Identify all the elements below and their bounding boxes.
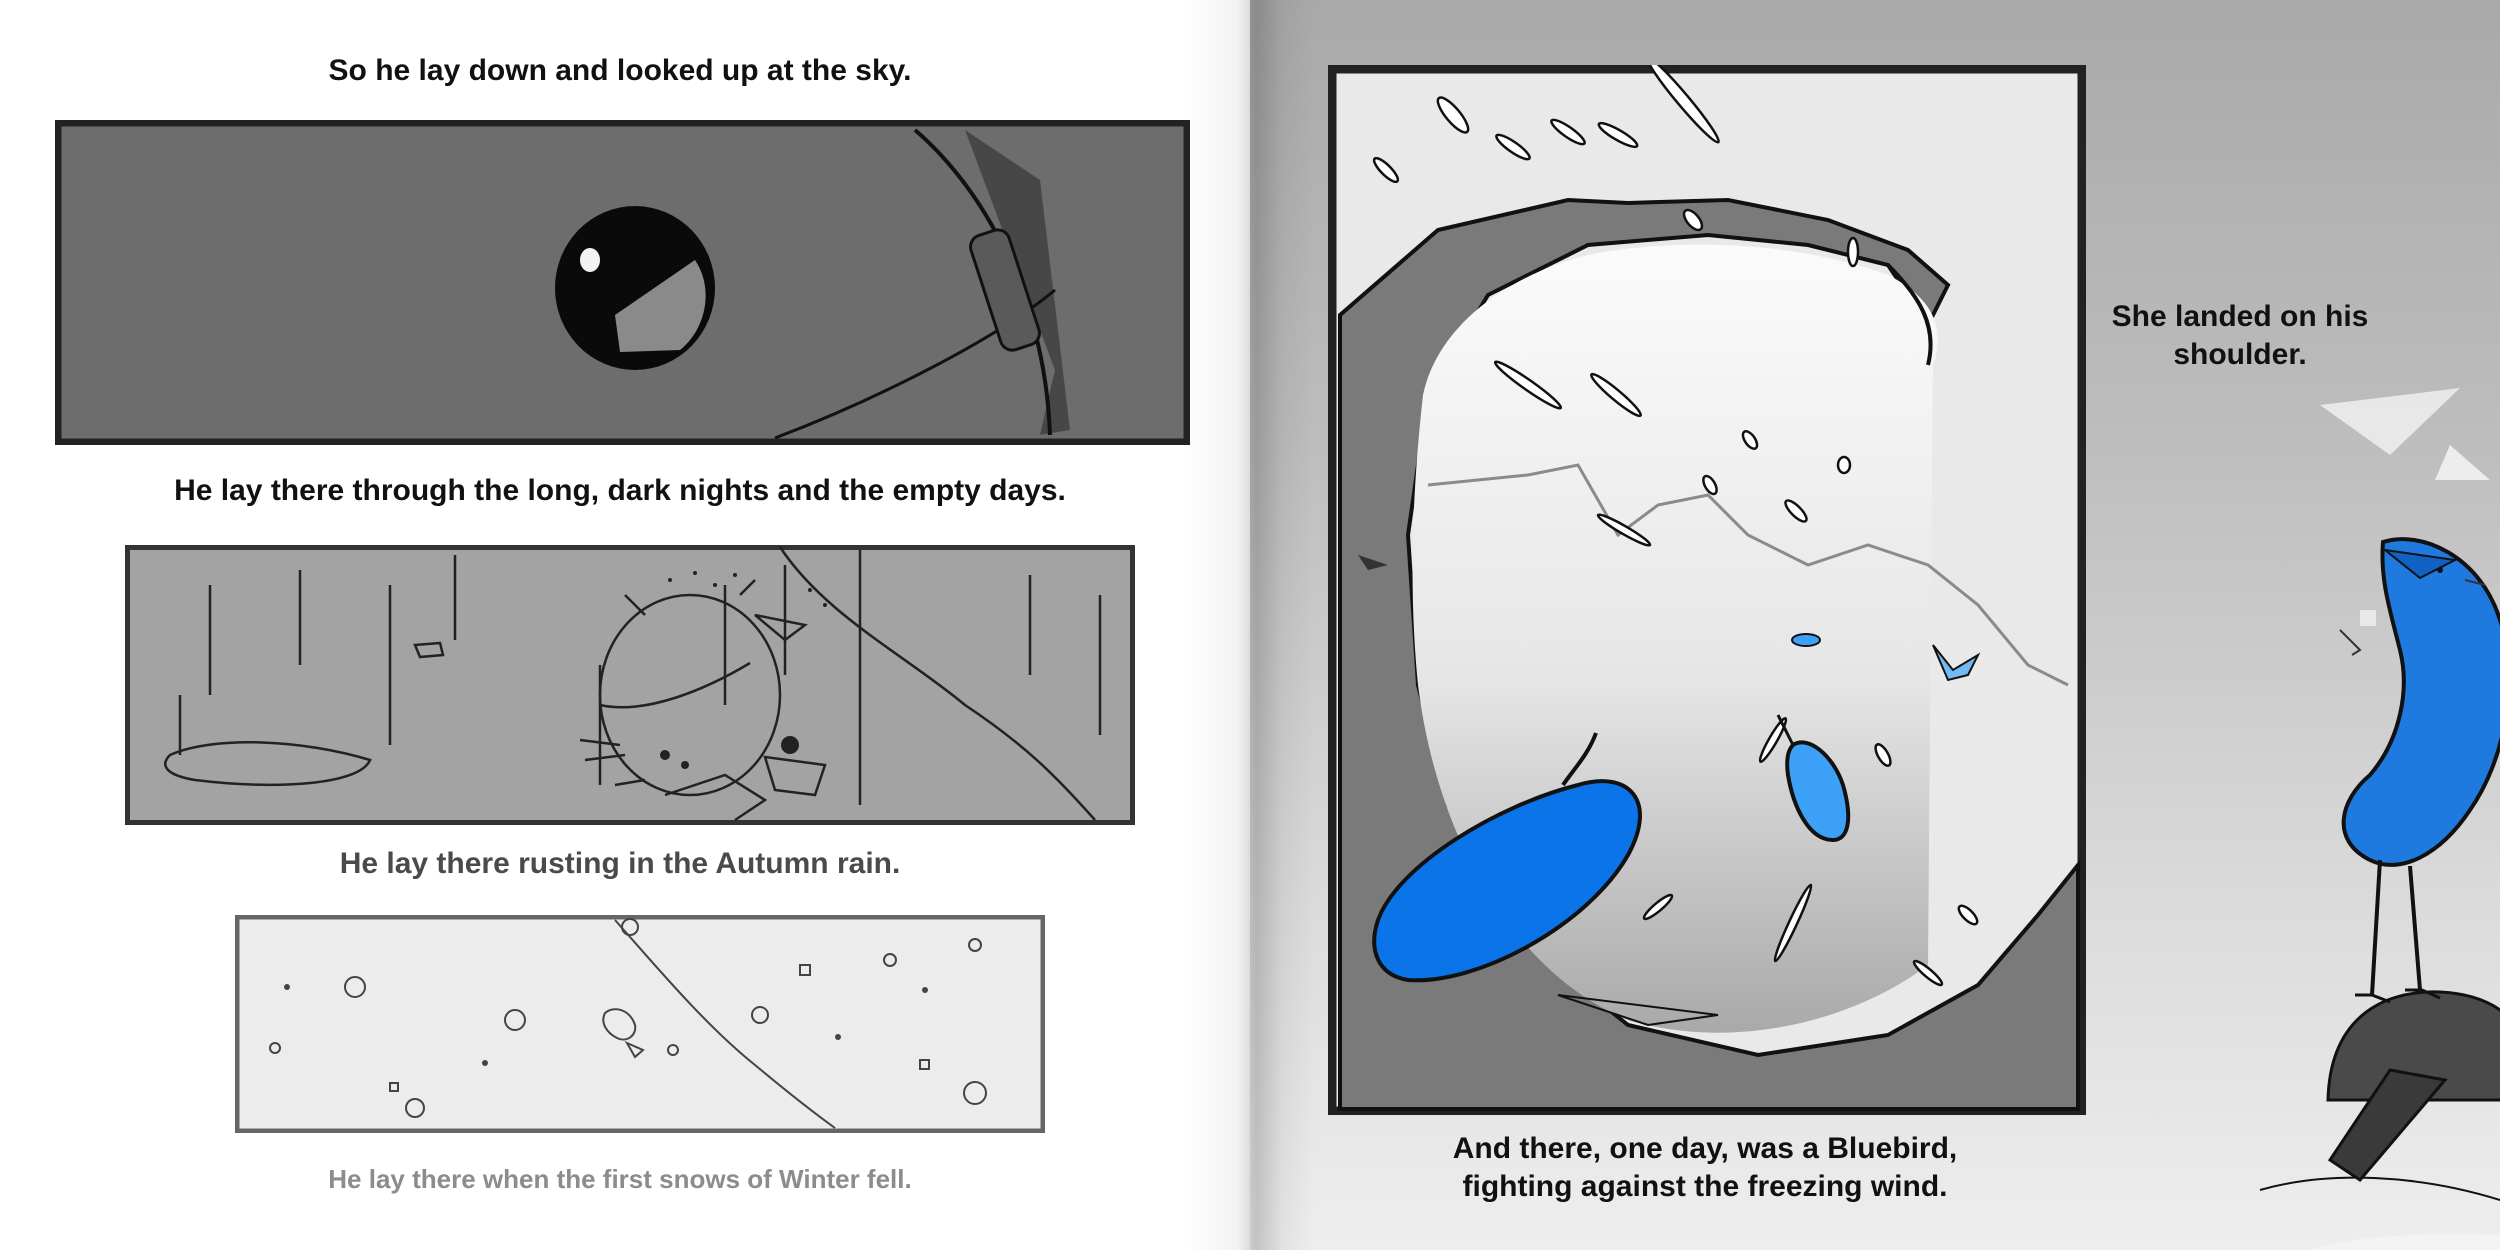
caption-winter: He lay there when the first snows of Winter fell. <box>328 1164 912 1194</box>
caption-sky: So he lay down and looked up at the sky. <box>328 54 912 87</box>
panel-bluebird-wind <box>1328 65 2086 1115</box>
caption-autumn: He lay there rusting in the Autumn rain. <box>339 847 901 880</box>
robot-eye <box>555 206 715 370</box>
right-page <box>1250 0 2500 1250</box>
panel-winter-snow <box>235 915 1045 1133</box>
book-gutter <box>1185 0 1315 1250</box>
bluebird <box>2344 539 2500 1002</box>
caption-nights: He lay there through the long, dark nights and the empty days. <box>174 474 1066 507</box>
bluebird-on-shoulder <box>2000 380 2500 1250</box>
caption-shoulder: She landed on his shoulder. <box>2111 300 2369 371</box>
caption-bluebird: And there, one day, was a Bluebird, fighting against the freezing wind. <box>1452 1132 1958 1203</box>
panel-autumn-rain <box>125 545 1135 825</box>
panel-eye-closeup <box>55 120 1190 445</box>
